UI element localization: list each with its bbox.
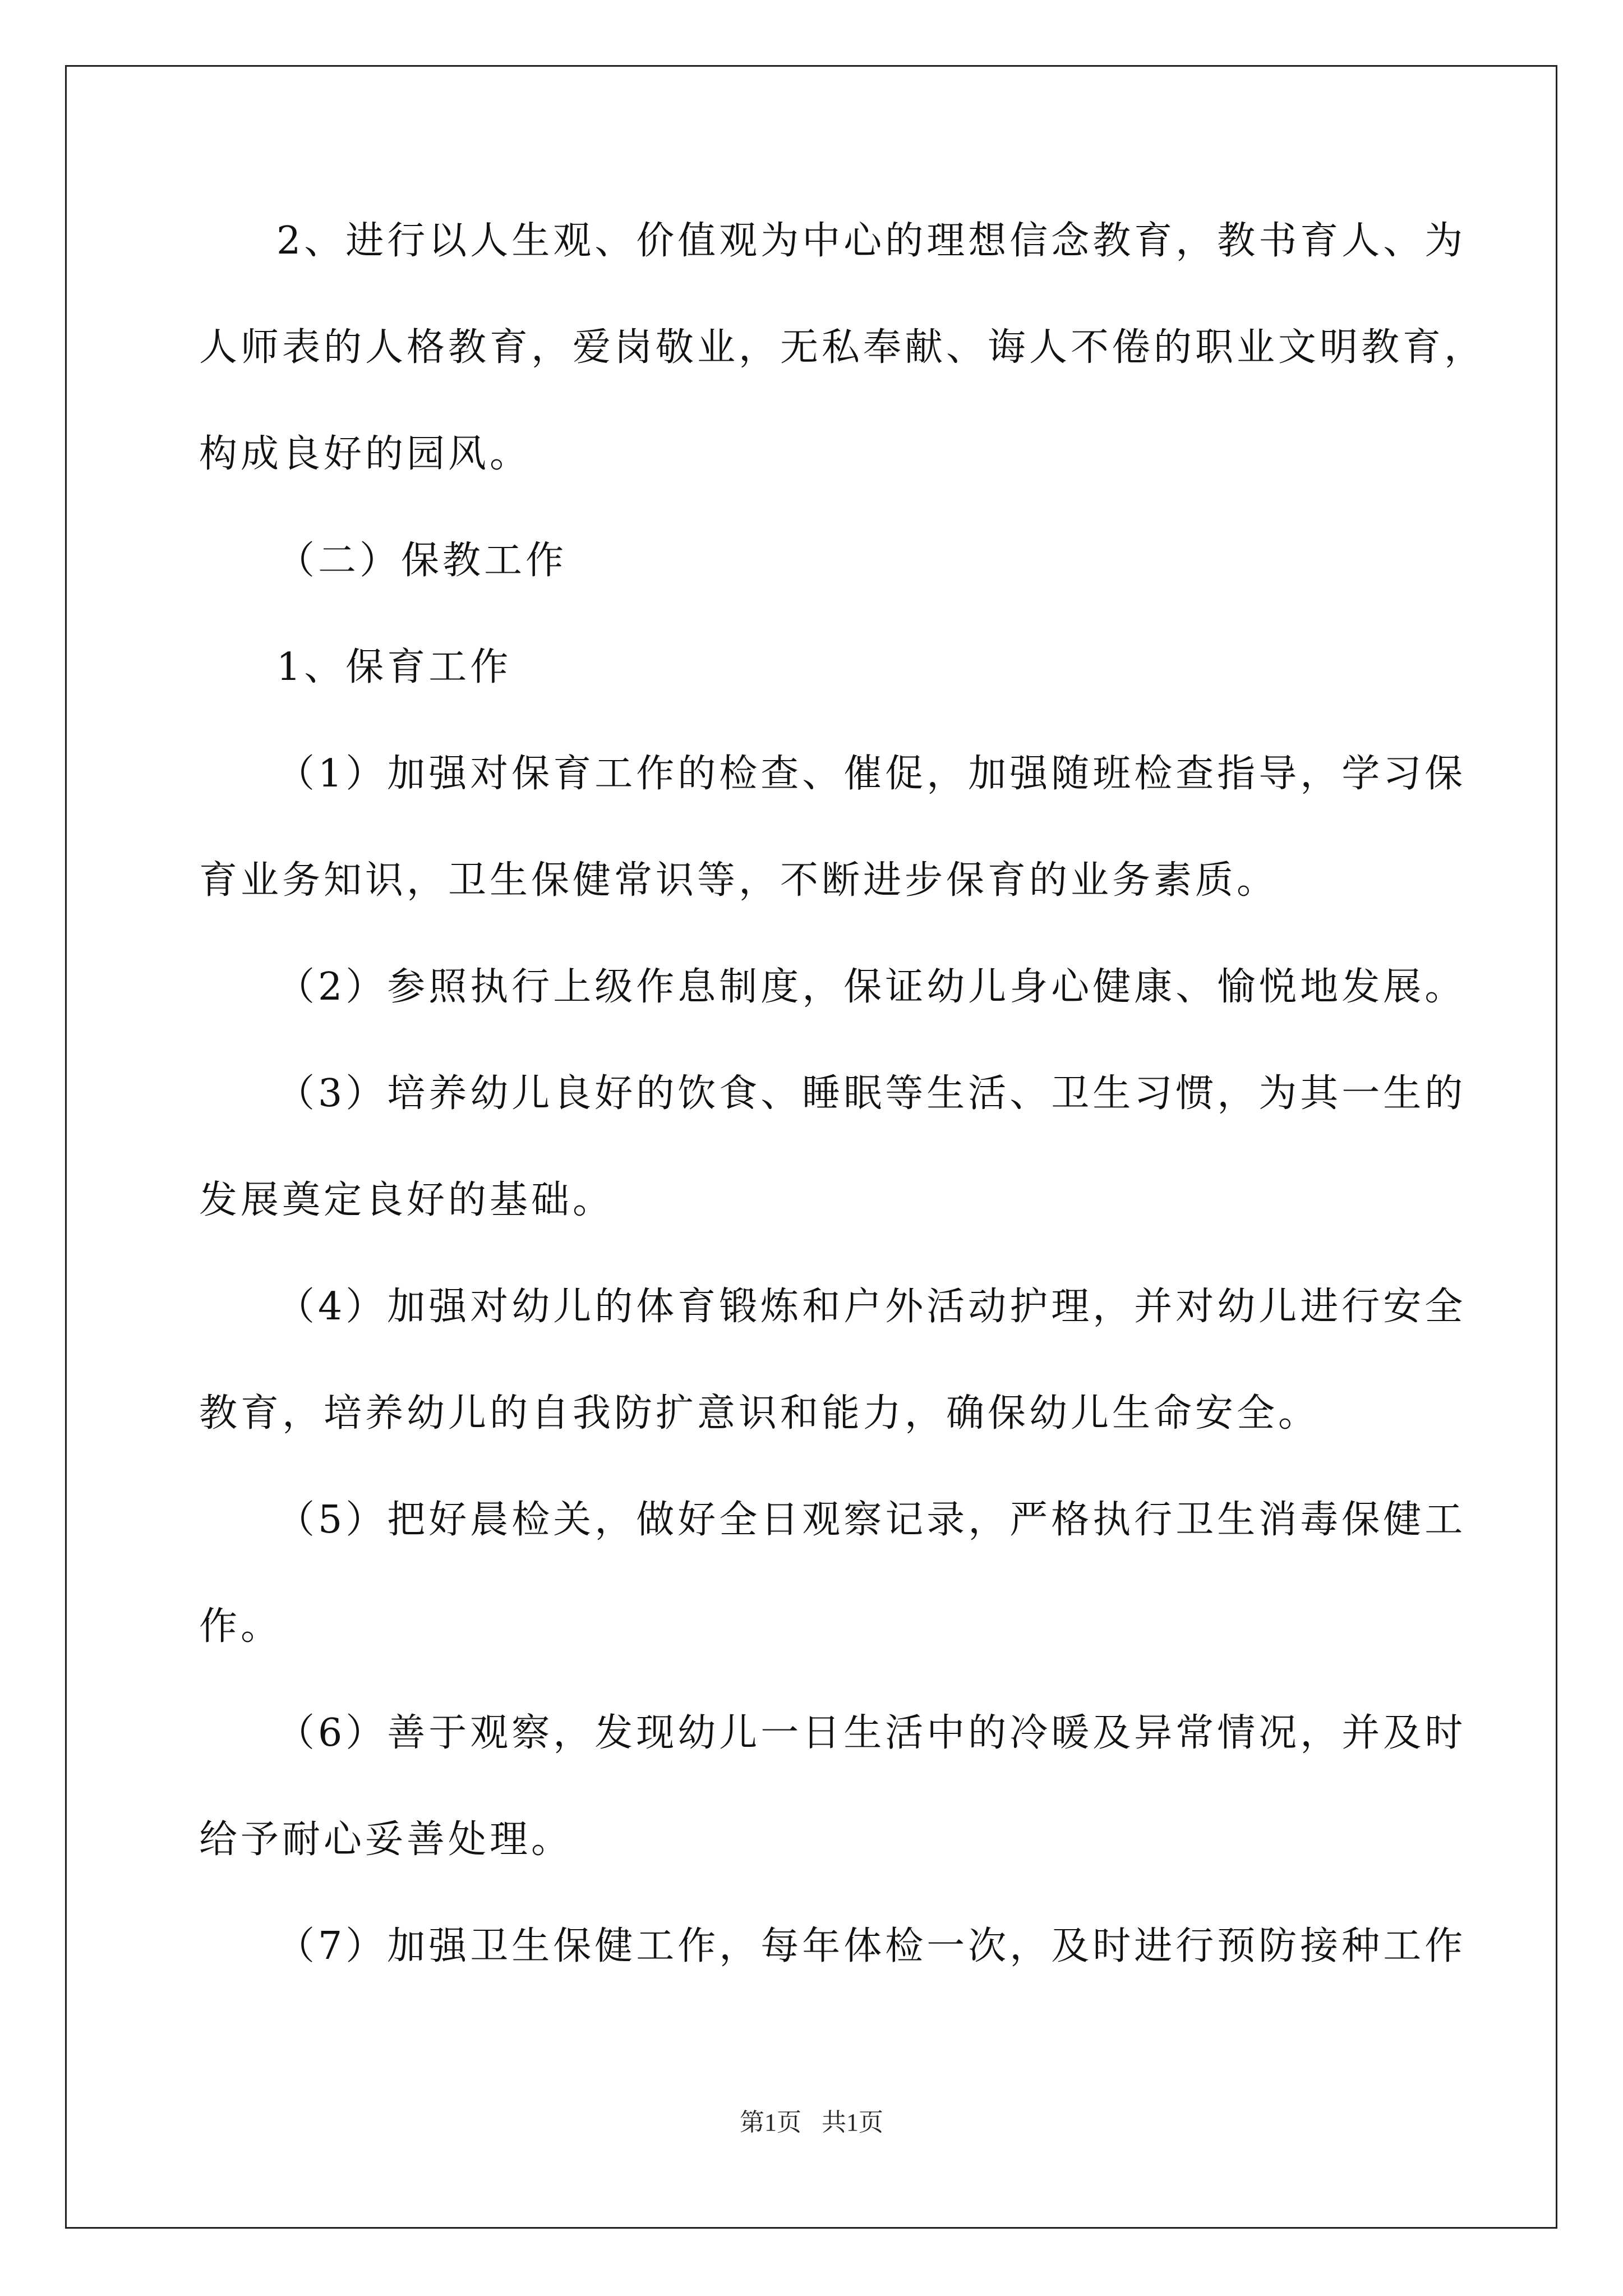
paragraph-line: 教育，培养幼儿的自我防扩意识和能力，确保幼儿生命安全。	[199, 1391, 1320, 1435]
paragraph-line: 作。	[199, 1604, 283, 1649]
page-border	[65, 65, 1557, 2229]
paragraph-line: 育业务知识，卫生保健常识等，不断进步保育的业务素质。	[199, 858, 1279, 903]
paragraph-line: 构成良好的园风。	[199, 432, 532, 476]
page-footer	[0, 2106, 1623, 2139]
paragraph-line: 发展奠定良好的基础。	[199, 1178, 615, 1222]
page-total: 共1页	[822, 2109, 883, 2136]
paragraph-line: （7）加强卫生保健工作，每年体检一次，及时进行预防接种工作	[276, 1924, 1467, 1968]
page-number: 第1页	[740, 2109, 801, 2136]
paragraph-line: （5）把好晨检关，做好全日观察记录，严格执行卫生消毒保健工	[276, 1498, 1467, 1542]
paragraph-line: 2、进行以人生观、价值观为中心的理想信念教育，教书育人、为	[276, 219, 1467, 263]
paragraph-line: （4）加强对幼儿的体育锻炼和户外活动护理，并对幼儿进行安全	[276, 1285, 1467, 1329]
subsection-heading: 1、保育工作	[276, 645, 512, 689]
paragraph-line: 给予耐心妥善处理。	[199, 1818, 573, 1862]
section-heading: （二）保教工作	[276, 539, 568, 583]
paragraph-line: 人师表的人格教育，爱岗敬业，无私奉献、诲人不倦的职业文明教育，	[199, 325, 1486, 370]
paragraph-line: （2）参照执行上级作息制度，保证幼儿身心健康、愉悦地发展。	[276, 965, 1467, 1009]
paragraph-line: （6）善于观察，发现幼儿一日生活中的冷暖及异常情况，并及时	[276, 1711, 1467, 1755]
paragraph-line: （3）培养幼儿良好的饮食、睡眠等生活、卫生习惯，为其一生的	[276, 1071, 1467, 1116]
paragraph-line: （1）加强对保育工作的检查、催促，加强随班检查指导，学习保	[276, 752, 1467, 796]
